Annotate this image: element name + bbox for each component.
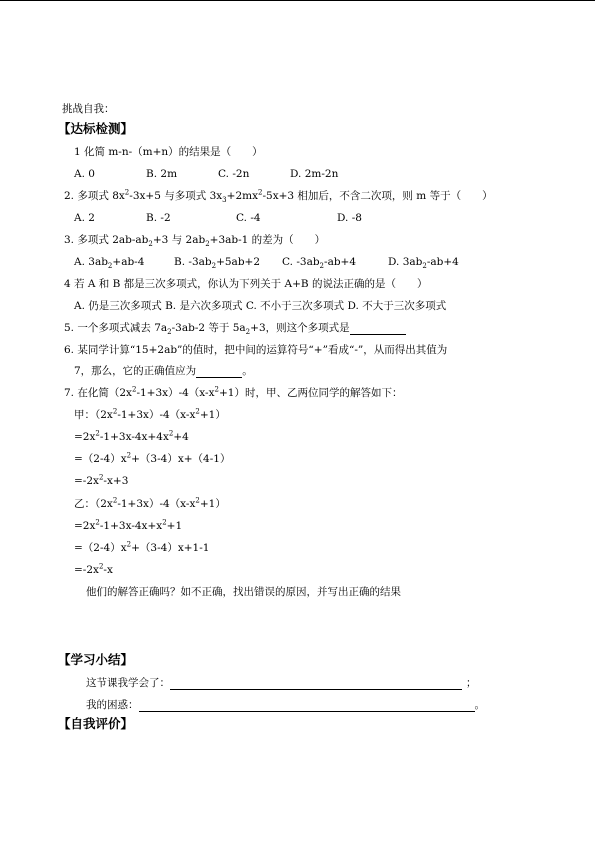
intro-text: 挑战自我：: [62, 103, 115, 115]
solution-step: 乙：$(2x^2-1+3x)-4(x-x^2+1)$: [74, 496, 226, 510]
section-heading-check: 【达标检测】: [58, 121, 134, 136]
q2-option-a: A. 2: [74, 212, 95, 224]
q1-option-c: C. -2n: [218, 168, 250, 180]
question-5: 5. 一个多项式减去 $7a_2-3ab-2$ 等于 $5a_2+3$，则这个多项式是: [64, 321, 406, 335]
solution-step: $=(2-4)x^2+(3-4)x+(4-1)$: [74, 451, 231, 465]
solution-step: $=-2x^2-x$: [74, 562, 113, 576]
summary-confused: 我的困惑： 。: [86, 699, 485, 711]
q3-option-d: D. $3ab_2-ab+4$: [388, 256, 459, 271]
solution-step: $=(2-4)x^2+(3-4)x+1-1$: [74, 540, 210, 554]
q6-answer-blank[interactable]: [196, 366, 242, 378]
q3-option-b: B. $-3ab_2+5ab+2$: [174, 256, 261, 271]
q1-option-a: A. 0: [74, 168, 95, 180]
question-6-line-1: 6. 某同学计算“15+2ab”的值时，把中间的运算符号“+”看成“-”，从而得出其值为: [64, 344, 448, 356]
solution-step: 甲：$(2x^2-1+3x)-4(x-x^2+1)$: [74, 407, 226, 421]
q1-option-d: D. 2m-2n: [290, 168, 339, 180]
question-2: 2. 多项式 $8x^2-3x+5$ 与多项式 $3x_3+2mx^2-5x+3$ 相加后，不含二次项，则 m 等于（ ）: [64, 188, 493, 205]
q2-option-d: D. -8: [337, 212, 362, 224]
q3-option-c: C. $-3ab_2-ab+4$: [282, 256, 357, 271]
question-7-prompt: 他们的解答正确吗？如不正确，找出错误的原因，并写出正确的结果: [86, 586, 401, 598]
q5-answer-blank[interactable]: [350, 323, 406, 335]
q3-option-a: A. $3ab_2+ab-4$: [74, 256, 145, 271]
q2-option-c: C. -4: [236, 212, 261, 224]
solution-step: $=2x^2-1+3x-4x+x^2+1$: [74, 518, 183, 532]
learned-answer-line[interactable]: [170, 678, 462, 690]
q4-options: A. 仍是三次多项式 B. 是六次多项式 C. 不小于三次多项式 D. 不大于三次多项式: [74, 300, 447, 312]
solution-step: $=-2x^2-x+3$: [74, 473, 129, 487]
q1-option-b: B. 2m: [146, 168, 178, 180]
confused-answer-line[interactable]: [139, 700, 475, 712]
solution-step: $=2x^2-1+3x-4x+4x^2+4$: [74, 429, 189, 443]
top-rule: [0, 0, 595, 1]
question-1: 1 化简 m-n-（m+n）的结果是（ ）: [74, 146, 263, 158]
question-4: 4 若 A 和 B 都是三次多项式，你认为下列关于 A+B 的说法正确的是（ ）: [64, 278, 428, 290]
question-7: 7. 在化简$(2x^2-1+3x)-4(x-x^2+1)$时，甲、乙两位同学的解答如下：: [64, 385, 403, 399]
q2-option-b: B. -2: [146, 212, 171, 224]
question-3: 3. 多项式 $2ab-ab_2+3$ 与 $2ab_2+3ab-1$ 的差为（ ）: [64, 234, 326, 249]
section-heading-self-eval: 【自我评价】: [58, 716, 134, 731]
question-6-line-2: 7，那么，它的正确值应为 。: [74, 365, 253, 377]
summary-learned: 这节课我学会了： ；: [86, 677, 477, 689]
section-heading-summary: 【学习小结】: [58, 652, 134, 667]
